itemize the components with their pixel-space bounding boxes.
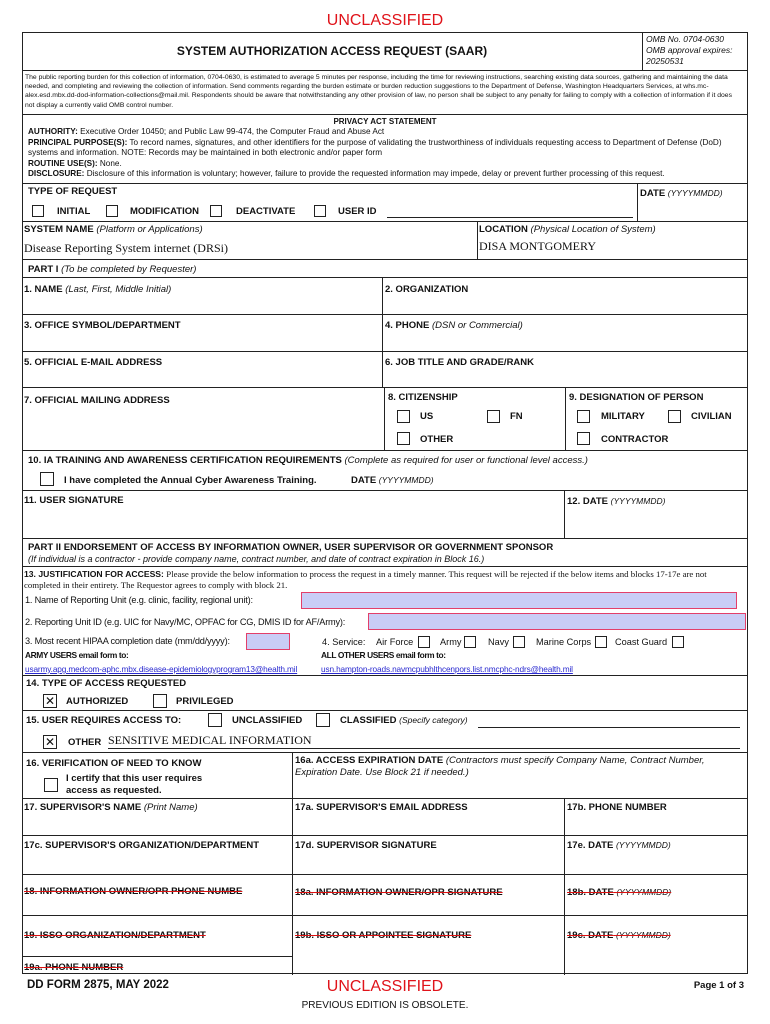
citizenship-other-label: OTHER [420,434,454,445]
system-name-value[interactable]: Disease Reporting System internet (DRSi) [24,241,228,255]
military-checkbox[interactable] [577,410,590,423]
contractor-label: CONTRACTOR [601,434,669,445]
classified-checkbox[interactable] [316,713,330,727]
citizenship-fn-checkbox[interactable] [487,410,500,423]
privacy-title: PRIVACY ACT STATEMENT [333,117,437,126]
hipaa-date-label: 3. Most recent HIPAA completion date (mm/dd/yyyy): [25,636,230,646]
supervisor-org-label: 17c. SUPERVISOR'S ORGANIZATION/DEPARTMENT [24,840,260,851]
service-air-force-label: Air Force [376,637,414,647]
location-label: LOCATION (Physical Location of System) [479,224,656,235]
user-id-checkbox[interactable] [314,205,326,217]
authorized-checkbox[interactable]: ✕ [44,694,56,708]
ia-training-label: 10. IA TRAINING AND AWARENESS CERTIFICATION REQUIREMENTS (Complete as required for user or functional level access.) [28,455,588,466]
classified-label: CLASSIFIED (Specify category) [340,715,468,726]
part1-title: PART I (To be completed by Requester) [28,264,197,275]
military-label: MILITARY [601,411,645,422]
citizenship-us-checkbox[interactable] [397,410,410,423]
form-title: SYSTEM AUTHORIZATION ACCESS REQUEST (SAAR) [176,44,488,58]
user-signature-label: 11. USER SIGNATURE [24,495,124,506]
other-email-label: ALL OTHER USERS email form to: [321,650,446,660]
job-title-label: 6. JOB TITLE AND GRADE/RANK [385,357,535,368]
reporting-unit-id-label: 2. Reporting Unit ID (e.g. UIC for Navy/MC, OPFAC for CG, DMIS ID for AF/Army): [25,617,346,627]
service-marine-corps-checkbox[interactable] [595,636,607,648]
army-email-link[interactable]: usarmy.apg.medcom-aphc.mbx.disease-epidemiologyprogram13@health.mil [25,664,298,674]
unclassified-label: UNCLASSIFIED [232,715,303,726]
isso-org-label: 19. ISSO ORGANIZATION/DEPARTMENT [24,930,206,941]
justification-text: 13. JUSTIFICATION FOR ACCESS: Please provide the below information to process the request in a timely manner. This request will be rejected if the below items and blocks 17-17e are not completed in their entirety. The Requestor agrees to comply with block 21. [24,569,707,590]
need-to-know-checkbox[interactable] [44,778,58,792]
system-name-label: SYSTEM NAME (Platform or Applications) [24,224,203,235]
supervisor-signature-label: 17d. SUPERVISOR SIGNATURE [295,840,437,851]
page-number: Page 1 of 3 [693,980,744,991]
modification-checkbox[interactable] [106,205,118,217]
need-to-know-label: 16. VERIFICATION OF NEED TO KNOW [26,758,202,769]
authorized-label: AUTHORIZED [66,696,129,707]
service-army-label: Army [440,637,462,647]
classified-category-line[interactable] [478,727,740,728]
cyber-awareness-label: I have completed the Annual Cyber Awareness Training. [64,475,317,486]
mailing-address-label: 7. OFFICIAL MAILING ADDRESS [24,395,170,406]
privileged-checkbox[interactable] [153,694,167,708]
designation-label: 9. DESIGNATION OF PERSON [569,392,704,403]
contractor-checkbox[interactable] [577,432,590,445]
citizenship-other-checkbox[interactable] [397,432,410,445]
expiration-date-label: 16a. ACCESS EXPIRATION DATE (Contractors must specify Company Name, Contract Number, Expiration Date. Use Block 21 if needed.) [295,755,705,778]
location-value[interactable]: DISA MONTGOMERY [479,239,597,253]
civilian-label: CIVILIAN [691,411,732,422]
signature-date-label: 12. DATE (YYYYMMDD) [567,496,666,507]
hipaa-date-input[interactable] [246,633,290,650]
user-id-line[interactable] [387,217,633,218]
isso-date-label: 19c. DATE (YYYYMMDD) [567,930,671,941]
initial-checkbox[interactable] [32,205,44,217]
supervisor-name-label: 17. SUPERVISOR'S NAME (Print Name) [24,802,198,813]
request-date-label: DATE (YYYYMMDD) [640,188,723,199]
other-email-link[interactable]: usn.hampton-roads.navmcpubhlthcenpors.list.nmcphc-ndrs@health.mil [321,664,573,674]
unclassified-checkbox[interactable] [208,713,222,727]
office-symbol-label: 3. OFFICE SYMBOL/DEPARTMENT [24,320,181,331]
supervisor-email-label: 17a. SUPERVISOR'S EMAIL ADDRESS [295,802,468,813]
isso-phone-label: 19a. PHONE NUMBER [24,962,124,973]
service-navy-checkbox[interactable] [513,636,525,648]
name-label: 1. NAME (Last, First, Middle Initial) [24,284,172,295]
service-navy-label: Navy [488,637,509,647]
service-marine-corps-label: Marine Corps [536,637,592,647]
owner-phone-label: 18. INFORMATION OWNER/OPR PHONE NUMBE [24,886,243,897]
other-access-checkbox[interactable]: ✕ [44,735,56,749]
supervisor-date-label: 17e. DATE (YYYYMMDD) [567,840,671,851]
form-number: DD FORM 2875, MAY 2022 [27,979,169,991]
type-of-request-label: TYPE OF REQUEST [28,186,118,197]
other-access-label: OTHER [68,737,102,748]
deactivate-checkbox[interactable] [210,205,222,217]
service-label: 4. Service: [322,637,366,647]
modification-label: MODIFICATION [130,206,199,217]
email-label: 5. OFFICIAL E-MAIL ADDRESS [24,357,163,368]
obsolete-notice: PREVIOUS EDITION IS OBSOLETE. [301,1000,469,1011]
army-email-label: ARMY USERS email form to: [25,650,129,660]
supervisor-phone-label: 17b. PHONE NUMBER [567,802,667,813]
privacy-statement: AUTHORITY: Executive Order 10450; and Public Law 99-474, the Computer Fraud and Abuse Act PRINCIPAL PURPOSE(S): To record names, signatures, and other identifiers for the purpose of validating the trustworthiness of individuals requesting access to Department of Defense (DoD) systems and information. NOTE: Records may be maintained in both electronic and/or paper form ROUTINE USE(S): None. DISCLOSURE: Disclosure of this information is voluntary; however, failure to provide the requested information may impede, delay or prevent further processing of this request. [28,127,722,178]
organization-label: 2. ORGANIZATION [385,284,469,295]
part2-title: PART II ENDORSEMENT OF ACCESS BY INFORMATION OWNER, USER SUPERVISOR OR GOVERNMENT SPONSOR [28,542,554,553]
citizenship-us-label: US [420,411,434,422]
reporting-unit-label: 1. Name of Reporting Unit (e.g. clinic, facility, regional unit): [25,595,253,605]
need-to-know-certify: I certify that this user requires access as requested. [66,773,203,796]
reporting-unit-input[interactable] [301,592,737,609]
bottom-classification: UNCLASSIFIED [326,978,444,995]
phone-label: 4. PHONE (DSN or Commercial) [385,320,523,331]
access-to-label: 15. USER REQUIRES ACCESS TO: [26,715,182,726]
owner-date-label: 18b. DATE (YYYYMMDD) [567,887,672,898]
citizenship-label: 8. CITIZENSHIP [388,392,458,403]
top-classification: UNCLASSIFIED [326,12,444,29]
reporting-unit-id-input[interactable] [368,613,746,630]
type-of-access-label: 14. TYPE OF ACCESS REQUESTED [26,678,187,689]
service-air-force-checkbox[interactable] [418,636,430,648]
other-access-value[interactable]: SENSITIVE MEDICAL INFORMATION [108,733,312,747]
part2-hint: (If individual is a contractor - provide company name, contract number, and date of contract expiration in Block 16.) [28,554,485,564]
owner-signature-label: 18a. INFORMATION OWNER/OPR SIGNATURE [295,887,503,898]
privileged-label: PRIVILEGED [176,696,234,707]
deactivate-label: DEACTIVATE [236,206,296,217]
service-coast-guard-checkbox[interactable] [672,636,684,648]
service-army-checkbox[interactable] [464,636,476,648]
initial-label: INITIAL [57,206,91,217]
cyber-awareness-checkbox[interactable] [40,472,54,486]
isso-signature-label: 19b. ISSO OR APPOINTEE SIGNATURE [295,930,472,941]
citizenship-fn-label: FN [510,411,523,422]
user-id-label: USER ID [338,206,377,217]
training-date-label: DATE (YYYYMMDD) [351,475,434,486]
omb-number: OMB No. 0704-0630 OMB approval expires: 20250531 [646,34,733,66]
service-coast-guard-label: Coast Guard [615,637,668,647]
civilian-checkbox[interactable] [668,410,681,423]
burden-statement: The public reporting burden for this collection of information, 0704-0630, is estimated to average 5 minutes per response, including the time for reviewing instructions, searching existing data sources, gathering and maintaining the data needed, and completing and reviewing the collection of information. Send comments regarding the burden estimate or burden reduction suggestions to the Department of Defense, Washington Headquarters Services, at whs.mc-alex.esd.mbx.dd-dod-information-collections@mail.mil. Respondents should be aware that notwithstanding any other provision of law, no person shall be subject to any penalty for failing to comply with a collection of information if it does not display a currently valid OMB control number. [25,74,732,109]
